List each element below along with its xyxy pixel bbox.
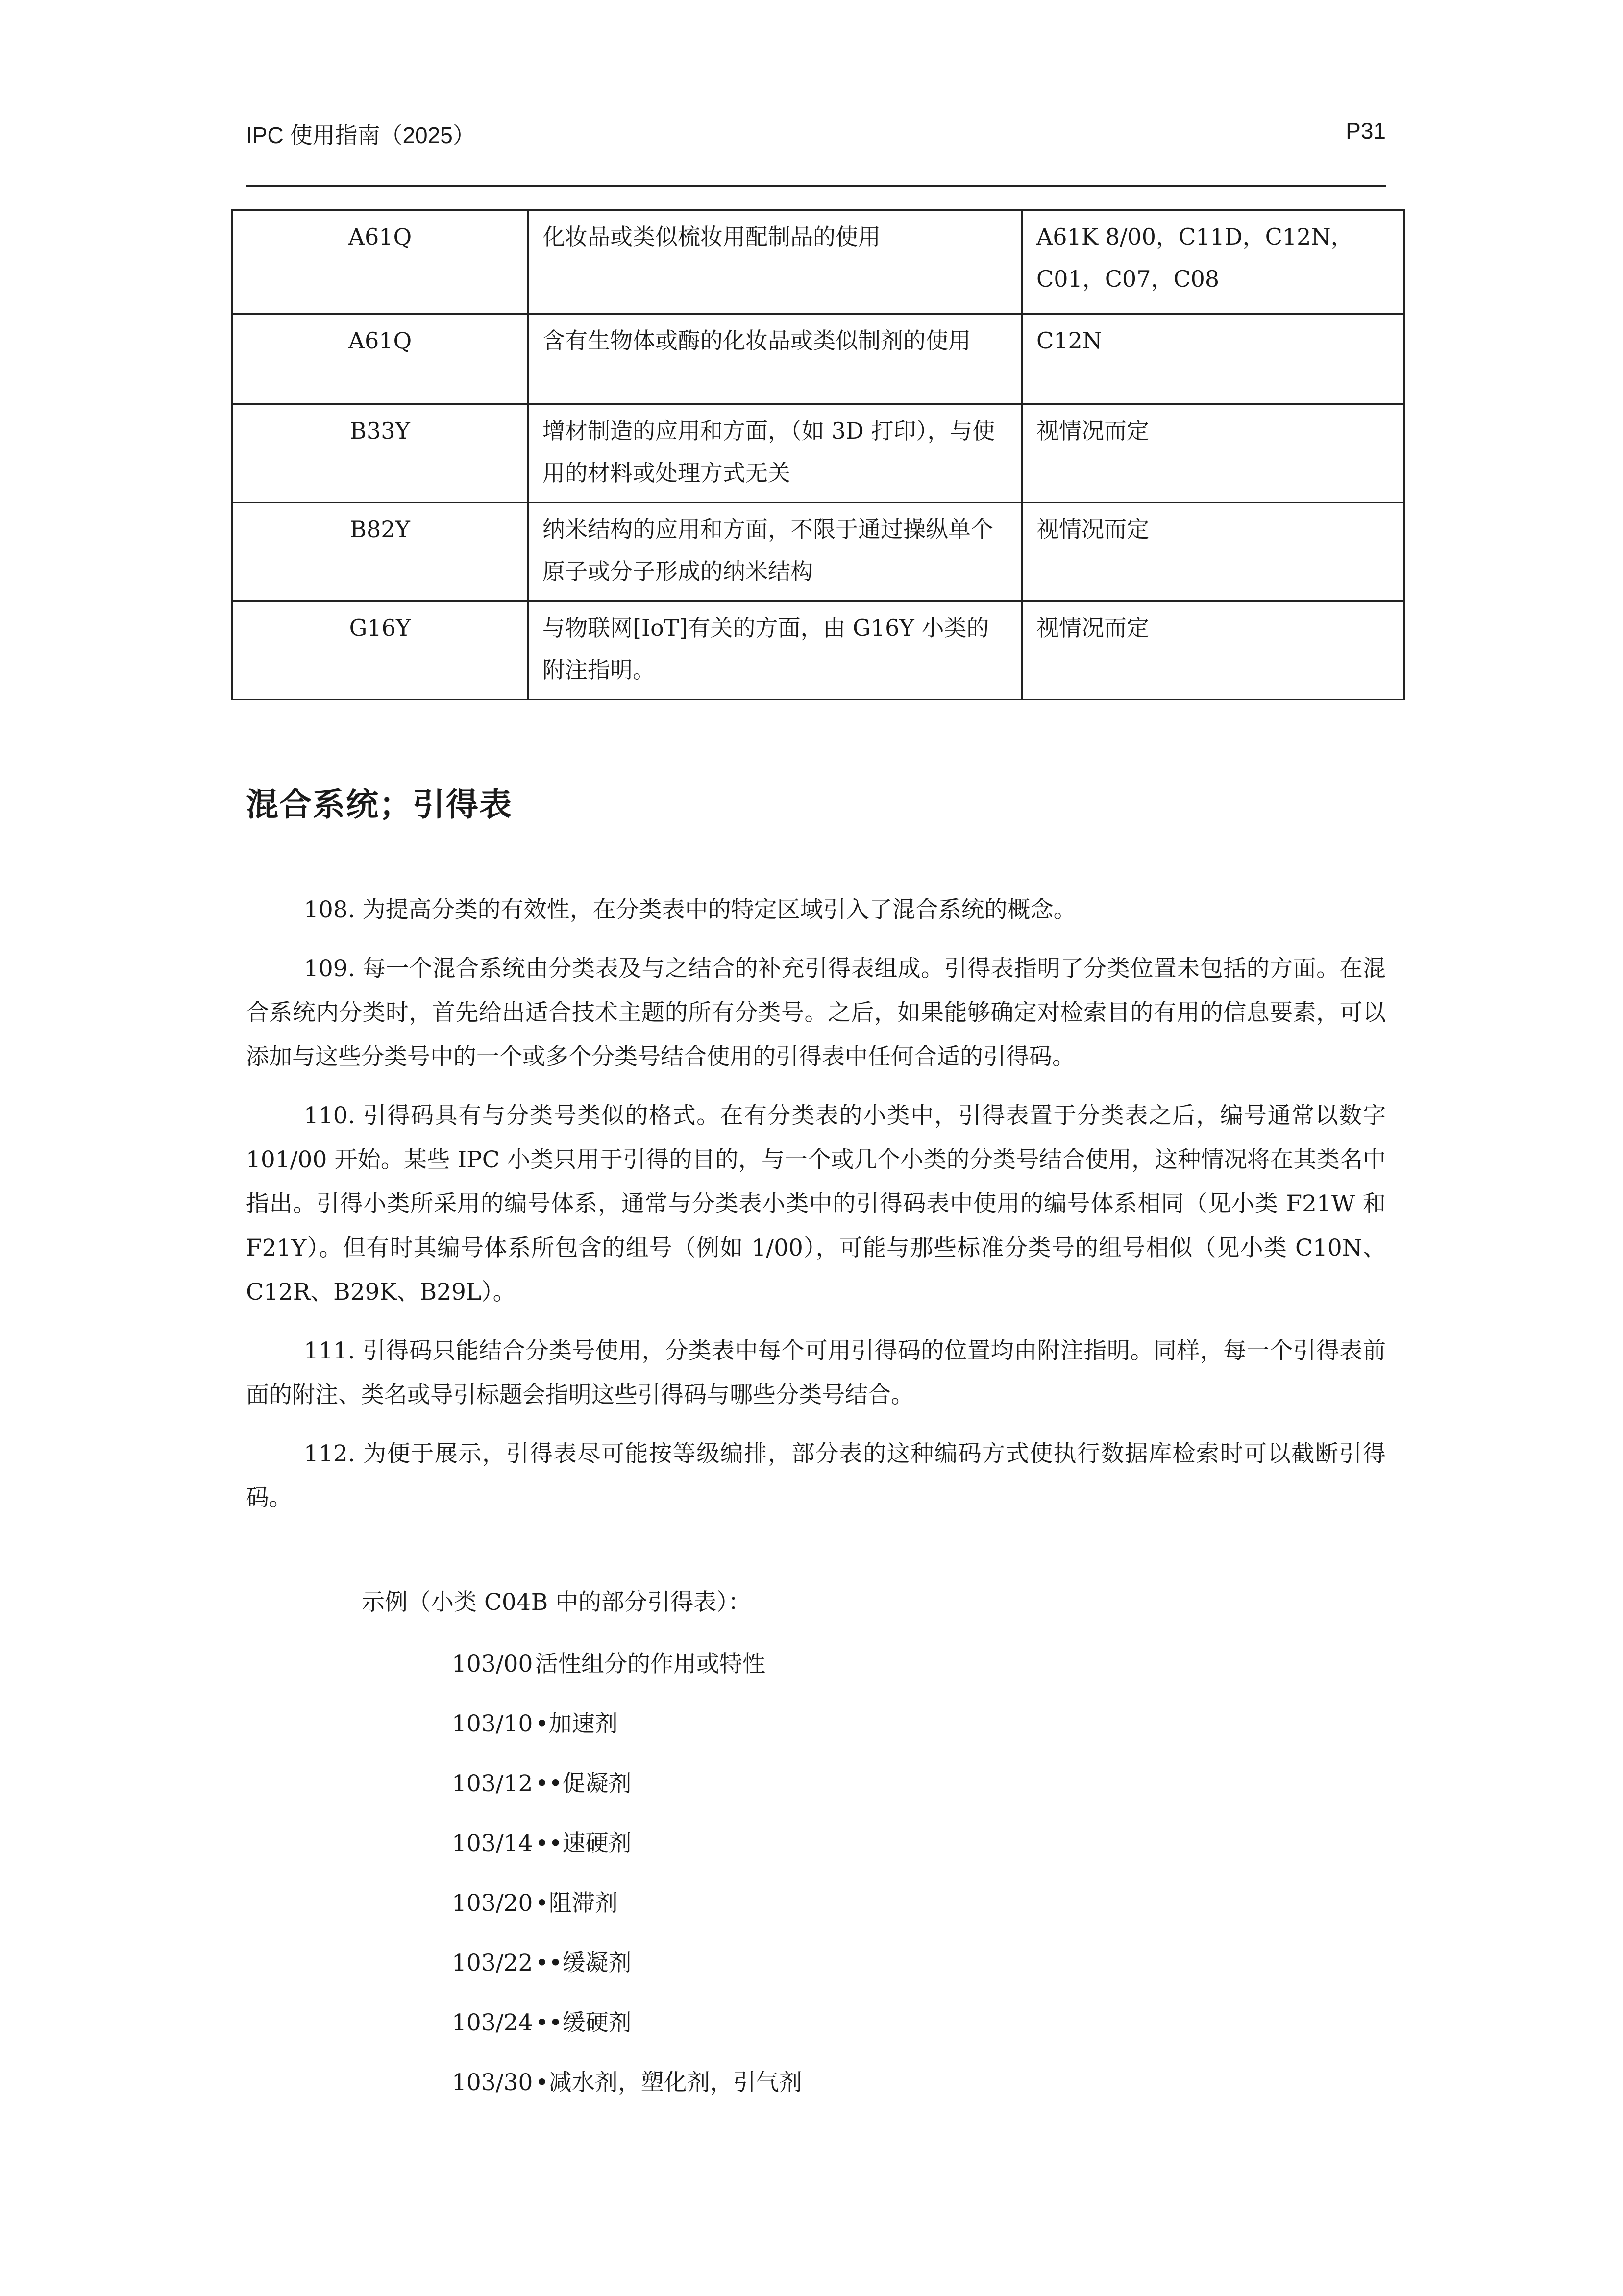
table-row xyxy=(232,503,1404,601)
subclass-description: 与物联网[IoT]有关的方面，由 G16Y 小类的附注指明。 xyxy=(528,601,1022,700)
example-intro: 示例（小类 C04B 中的部分引得表）： xyxy=(362,1589,751,1616)
index-code: 103/22 xyxy=(452,1950,533,1976)
paragraph-111: 111. 引得码只能结合分类号使用，分类表中每个可用引得码的位置均由附注指明。同样，每一个引得表前面的附注、类名或导引标题会指明这些引得码与哪些分类号结合。 xyxy=(246,1337,1386,1408)
related-classes: 视情况而定 xyxy=(1022,503,1404,601)
index-code: 103/10 xyxy=(452,1710,533,1737)
related-classes: 视情况而定 xyxy=(1022,404,1404,503)
related-classes: A61K 8/00，C11D，C12N，C01，C07，C08 xyxy=(1022,210,1404,314)
subclass-code: B33Y xyxy=(232,404,528,503)
paragraph-112: 112. 为便于展示，引得表尽可能按等级编排，部分表的这种编码方式使执行数据库检索时可以截断引得码。 xyxy=(246,1440,1386,1511)
list-item xyxy=(452,1765,802,1825)
list-item xyxy=(452,1885,802,1945)
index-code: 103/20 xyxy=(452,1890,533,1917)
subclass-code: B82Y xyxy=(232,503,528,601)
index-code-title: •阻滞剂 xyxy=(535,1890,618,1917)
list-item xyxy=(452,2064,802,2124)
subclass-description: 化妆品或类似梳妆用配制品的使用 xyxy=(528,210,1022,314)
table-row xyxy=(232,404,1404,503)
subclass-code: G16Y xyxy=(232,601,528,700)
table-row xyxy=(232,314,1404,404)
paragraph-108: 108. 为提高分类的有效性，在分类表中的特定区域引入了混合系统的概念。 xyxy=(304,896,1077,923)
page-number: P31 xyxy=(1346,118,1386,144)
list-item xyxy=(452,1825,802,1885)
section-title: 混合系统；引得表 xyxy=(246,786,513,823)
index-code: 103/24 xyxy=(452,2009,533,2036)
subclass-code: A61Q xyxy=(232,314,528,404)
list-item xyxy=(452,1705,802,1765)
index-code-title: ••速硬剂 xyxy=(535,1830,632,1857)
subclass-description: 纳米结构的应用和方面，不限于通过操纵单个原子或分子形成的纳米结构 xyxy=(528,503,1022,601)
index-code: 103/12 xyxy=(452,1770,533,1797)
index-code: 103/00 xyxy=(452,1651,533,1678)
list-item xyxy=(452,2004,802,2064)
index-code-title: ••缓凝剂 xyxy=(535,1950,632,1976)
document-title: IPC 使用指南（2025） xyxy=(246,123,475,148)
subclass-description: 含有生物体或酶的化妆品或类似制剂的使用 xyxy=(528,314,1022,404)
page-header xyxy=(246,118,1386,149)
index-code: 103/30 xyxy=(452,2069,533,2096)
index-code-title: 活性组分的作用或特性 xyxy=(535,1651,765,1678)
index-code-title: •加速剂 xyxy=(535,1710,618,1737)
related-classes: 视情况而定 xyxy=(1022,601,1404,700)
index-code-title: ••缓硬剂 xyxy=(535,2009,632,2036)
header-rule xyxy=(246,185,1386,187)
index-code-title: ••促凝剂 xyxy=(535,1770,632,1797)
related-classes: C12N xyxy=(1022,314,1404,404)
index-code-title: •减水剂，塑化剂，引气剂 xyxy=(535,2069,802,2096)
index-code: 103/14 xyxy=(452,1830,533,1857)
table-row xyxy=(232,210,1404,314)
subclass-description: 增材制造的应用和方面，（如 3D 打印），与使用的材料或处理方式无关 xyxy=(528,404,1022,503)
table-row xyxy=(232,601,1404,700)
paragraph-110: 110. 引得码具有与分类号类似的格式。在有分类表的小类中，引得表置于分类表之后，编号通常以数字 101/00 开始。某些 IPC 小类只用于引得的目的，与一个或几个小类的分类号结合使用，这种情况将在其类名中指出。引得小类所采用的编号体系，通常与分类表小类中的引得码表中使用的编号体系相同（见小类 F21W 和 F21Y）。但有时其编号体系所包含的组号（例如 1/00），可能与那些标准分类号的组号相似（见小类 C10N、C12R、B29K、B29L）。 xyxy=(246,1102,1386,1306)
index-code-list xyxy=(452,1646,802,2124)
subclass-code: A61Q xyxy=(232,210,528,314)
body-text xyxy=(246,888,1386,1535)
paragraph-109: 109. 每一个混合系统由分类表及与之结合的补充引得表组成。引得表指明了分类位置未包括的方面。在混合系统内分类时，首先给出适合技术主题的所有分类号。之后，如果能够确定对检索目的有用的信息要素，可以添加与这些分类号中的一个或多个分类号结合使用的引得表中任何合适的引得码。 xyxy=(246,955,1386,1070)
list-item xyxy=(452,1945,802,2004)
list-item xyxy=(452,1646,802,1705)
subclass-table xyxy=(231,209,1405,700)
